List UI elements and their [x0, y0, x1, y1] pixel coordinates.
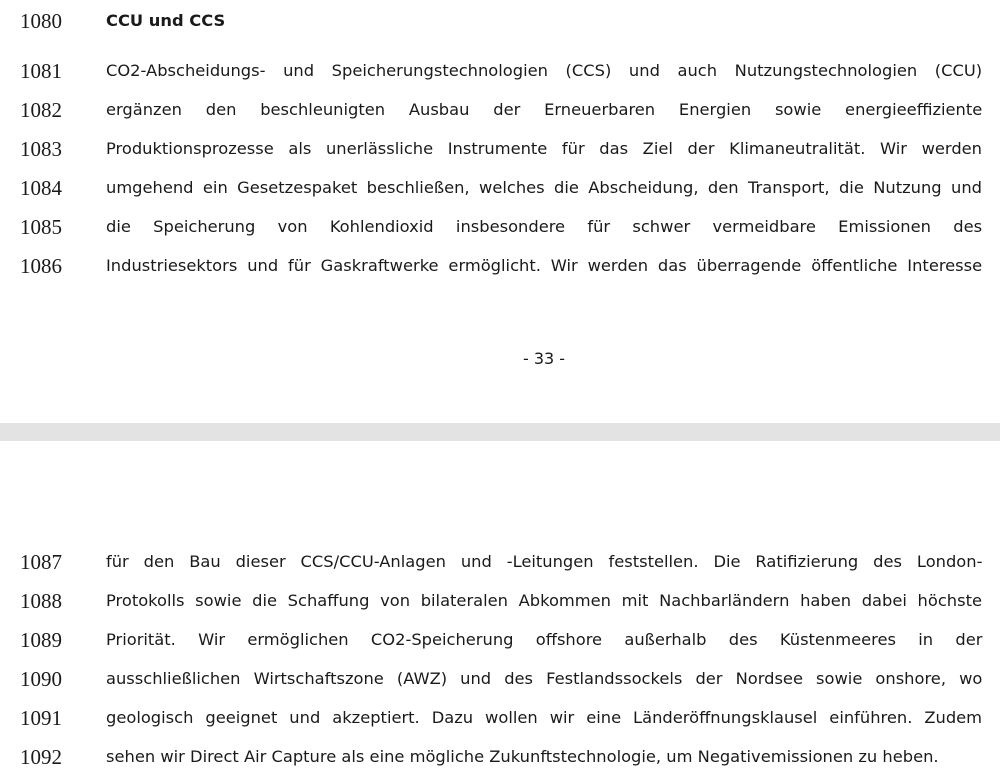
line-text: die Speicherung von Kohlendioxid insbesondere für schwer vermeidbare Emissionen des — [106, 217, 983, 236]
line-number: 1083 — [20, 137, 62, 161]
line-text: Produktionsprozesse als unerlässliche Instrumente für das Ziel der Klimaneutralität. Wir werden — [106, 139, 982, 158]
line-1088 — [0, 588, 1000, 614]
line-text: umgehend ein Gesetzespaket beschließen, welches die Abscheidung, den Transport, die Nutzung und — [106, 178, 982, 197]
line-number: 1092 — [20, 745, 62, 769]
line-1083 — [0, 136, 1000, 162]
line-number: 1091 — [20, 706, 62, 730]
line-text: ausschließlichen Wirtschaftszone (AWZ) und des Festlandssockels der Nordsee sowie onshore, wo — [106, 669, 983, 688]
line-1085 — [0, 214, 1000, 240]
line-1089 — [0, 627, 1000, 653]
line-number: 1090 — [20, 667, 62, 691]
line-number: 1081 — [20, 59, 62, 83]
line-text: geologisch geeignet und akzeptiert. Dazu wollen wir eine Länderöffnungsklausel einführen. Zudem — [106, 708, 983, 727]
line-number: 1085 — [20, 215, 62, 239]
line-number: 1084 — [20, 176, 62, 200]
line-number: 1089 — [20, 628, 62, 652]
line-text: Industriesektors und für Gaskraftwerke ermöglicht. Wir werden das überragende öffentliche Interesse — [106, 256, 983, 275]
line-1090 — [0, 666, 1000, 692]
line-text: sehen wir Direct Air Capture als eine mögliche Zukunftstechnologie, um Negativemissionen zu heben. — [106, 747, 939, 766]
line-1092 — [0, 744, 1000, 770]
page-separator — [0, 423, 1000, 441]
line-text: Priorität. Wir ermöglichen CO2-Speicherung offshore außerhalb des Küstenmeeres in der — [106, 630, 983, 649]
section-heading: CCU und CCS — [106, 11, 226, 30]
line-text: für den Bau dieser CCS/CCU-Anlagen und -Leitungen feststellen. Die Ratifizierung des London- — [106, 552, 983, 571]
line-text: ergänzen den beschleunigten Ausbau der Erneuerbaren Energien sowie energieeffiziente — [106, 100, 983, 119]
line-number: 1088 — [20, 589, 62, 613]
line-1086 — [0, 253, 1000, 279]
line-1091 — [0, 705, 1000, 731]
line-text: CO2-Abscheidungs- und Speicherungstechnologien (CCS) und auch Nutzungstechnologien (CCU) — [106, 61, 983, 80]
line-number: 1086 — [20, 254, 62, 278]
line-1080 — [0, 8, 1000, 34]
page-number: - 33 - — [522, 349, 566, 368]
line-1081 — [0, 58, 1000, 84]
line-1087 — [0, 549, 1000, 575]
document-page-34 — [0, 441, 1000, 784]
line-text: Protokolls sowie die Schaffung von bilateralen Abkommen mit Nachbarländern haben dabei höchste — [106, 591, 982, 610]
line-1084 — [0, 175, 1000, 201]
line-number: 1082 — [20, 98, 62, 122]
line-number: 1080 — [20, 9, 62, 33]
line-1082 — [0, 97, 1000, 123]
line-number: 1087 — [20, 550, 62, 574]
